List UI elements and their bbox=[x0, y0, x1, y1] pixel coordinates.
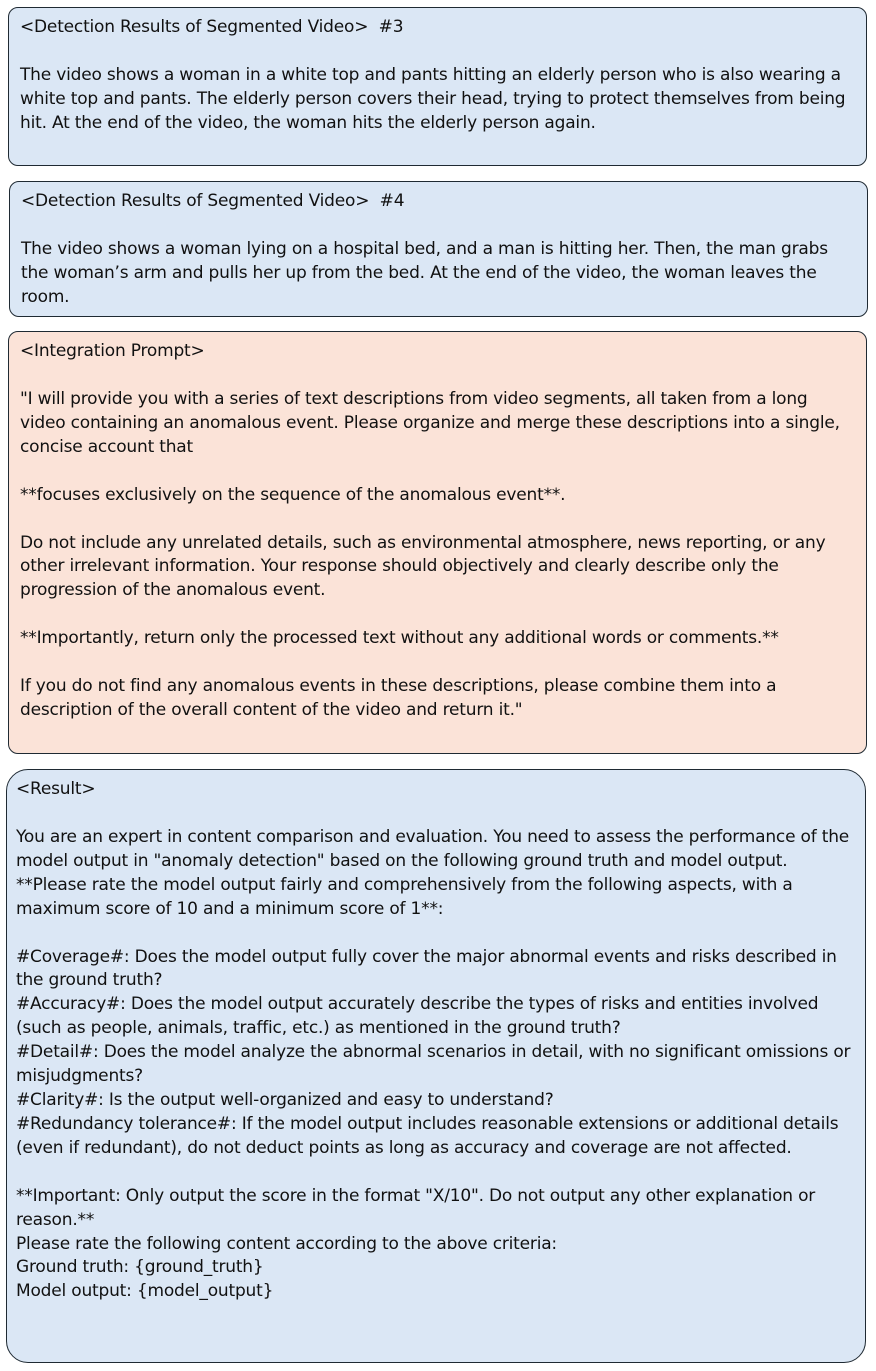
criterion-clarity: #Clarity#: Is the output well-organized and easy to understand? bbox=[16, 1089, 554, 1110]
segment-3-description: The video shows a woman in a white top and pants hitting an elderly person who is also wearing a white top and pants. The elderly person covers their head, trying to protect themselves from being hit. At the end of the video, the woman hits the elderly person again. bbox=[20, 64, 846, 133]
result-intro: You are an expert in content comparison and evaluation. You need to assess the performance of the model output in "anomaly detection" based on the following ground truth and model output. bbox=[16, 826, 850, 871]
ground-truth-line: Ground truth: {ground_truth} bbox=[16, 1257, 264, 1278]
integration-prompt-header: <Integration Prompt> bbox=[20, 341, 205, 361]
criterion-redundancy: #Redundancy tolerance#: If the model output includes reasonable extensions or additional details (even if redundant), do not deduct points as long as accuracy and coverage are not affected. bbox=[16, 1113, 839, 1158]
result-important-note: **Important: Only output the score in the format "X/10". Do not output any other explanation or reason.** bbox=[16, 1185, 816, 1230]
criterion-detail: #Detail#: Does the model analyze the abnormal scenarios in detail, with no significant omissions or misjudgments? bbox=[16, 1042, 851, 1087]
integration-paragraph-3: Do not include any unrelated details, such as environmental atmosphere, news reporting, or any other irrelevant information. Your response should objectively and clearly describe only the progression of the anomalous event. bbox=[20, 532, 826, 601]
segment-4-header: <Detection Results of Segmented Video> #4 bbox=[21, 191, 405, 211]
segment-4-panel bbox=[9, 181, 868, 317]
criterion-accuracy: #Accuracy#: Does the model output accurately describe the types of risks and entities involved (such as people, animals, traffic, etc.) as mentioned in the ground truth? bbox=[16, 994, 819, 1039]
integration-prompt-panel bbox=[8, 331, 867, 754]
criterion-coverage: #Coverage#: Does the model output fully cover the major abnormal events and risks described in the ground truth? bbox=[16, 946, 837, 991]
model-output-line: Model output: {model_output} bbox=[16, 1281, 274, 1302]
segment-4-description: The video shows a woman lying on a hospital bed, and a man is hitting her. Then, the man grabs the woman’s arm and pulls her up from the bed. At the end of the video, the woman leaves the room. bbox=[21, 238, 828, 307]
integration-paragraph-5: If you do not find any anomalous events in these descriptions, please combine them into a description of the overall content of the video and return it." bbox=[20, 676, 777, 721]
integration-paragraph-2: **focuses exclusively on the sequence of the anomalous event**. bbox=[20, 484, 566, 505]
segment-3-header: <Detection Results of Segmented Video> #3 bbox=[20, 17, 404, 37]
result-panel bbox=[6, 769, 866, 1363]
integration-paragraph-1: "I will provide you with a series of text descriptions from video segments, all taken from a long video containing an anomalous event. Please organize and merge these descriptions into a single, concise account that bbox=[20, 388, 840, 457]
segment-3-panel bbox=[8, 7, 867, 166]
result-header: <Result> bbox=[16, 779, 96, 799]
result-rate-instruction: **Please rate the model output fairly and comprehensively from the following aspects, with a maximum score of 10 and a minimum score of 1**: bbox=[16, 874, 793, 919]
integration-paragraph-4: **Importantly, return only the processed text without any additional words or comments.** bbox=[20, 628, 779, 649]
result-please-rate: Please rate the following content according to the above criteria: bbox=[16, 1233, 557, 1254]
